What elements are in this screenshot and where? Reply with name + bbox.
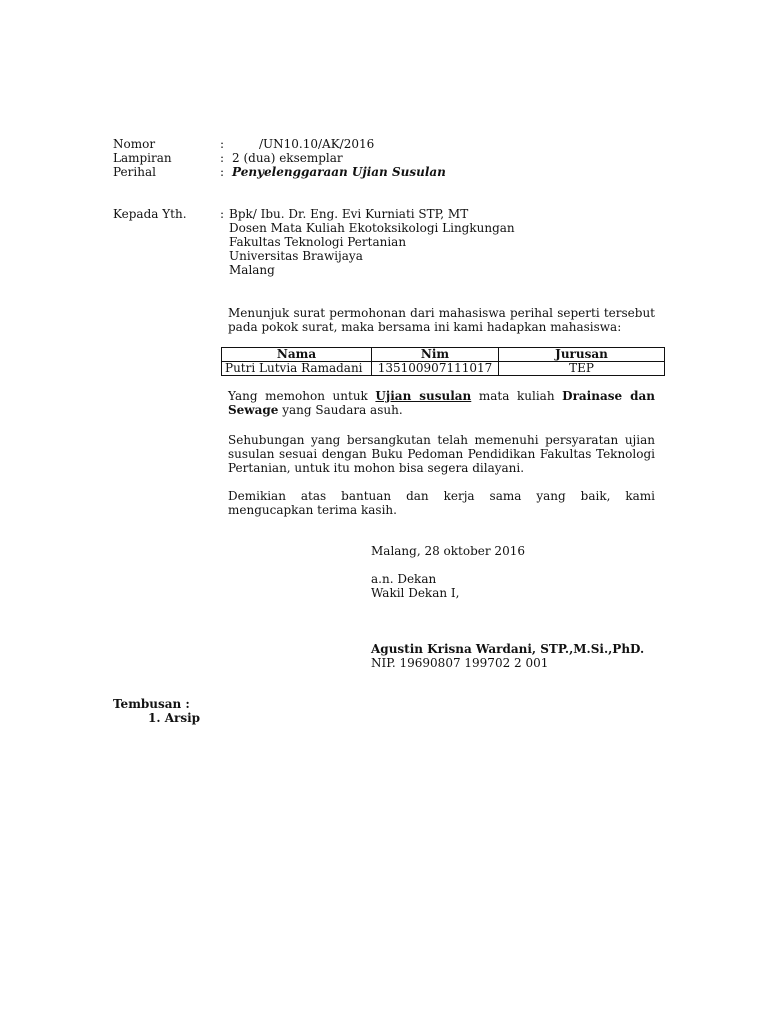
- request-text: mata kuliah: [471, 389, 563, 403]
- signatory-nip: NIP. 19690807 199702 2 001: [371, 656, 549, 670]
- closing-paragraph: Demikian atas bantuan dan kerja sama yang baik, kami mengucapkan terima kasih.: [228, 489, 655, 517]
- nomor-label: Nomor: [113, 137, 156, 151]
- request-text: yang Saudara asuh.: [278, 403, 403, 417]
- course-name: Drainase dan Sewage: [228, 389, 655, 417]
- table-header-nama: Nama: [222, 348, 372, 362]
- recipient-colon: :: [220, 207, 225, 221]
- table-header-nim: Nim: [372, 348, 499, 362]
- on-behalf: a.n. Dekan: [371, 572, 437, 586]
- lampiran-colon: :: [220, 151, 225, 165]
- lampiran-label: Lampiran: [113, 151, 172, 165]
- recipient-line: Universitas Brawijaya: [229, 249, 363, 263]
- recipient-address: [229, 207, 515, 277]
- perihal-label: Perihal: [113, 165, 156, 179]
- nomor-colon: :: [220, 137, 225, 151]
- table-row: [222, 362, 665, 376]
- perihal-value: Penyelenggaraan Ujian Susulan: [232, 165, 446, 179]
- lampiran-value: 2 (dua) eksemplar: [232, 151, 343, 165]
- table-cell-jurusan: TEP: [499, 362, 665, 376]
- table-cell-nama: Putri Lutvia Ramadani: [222, 362, 372, 376]
- recipient-line: Bpk/ Ibu. Dr. Eng. Evi Kurniati STP, MT: [229, 207, 469, 221]
- exam-type: Ujian susulan: [375, 389, 472, 403]
- perihal-colon: :: [220, 165, 225, 179]
- cc-label: Tembusan :: [113, 697, 190, 711]
- recipient-line: Dosen Mata Kuliah Ekotoksikologi Lingkungan: [229, 221, 515, 235]
- recipient-line: Fakultas Teknologi Pertanian: [229, 235, 407, 249]
- recipient-label: Kepada Yth.: [113, 207, 187, 221]
- request-text: Yang memohon untuk: [228, 389, 376, 403]
- request-paragraph: [228, 389, 655, 417]
- signatory-position: Wakil Dekan I,: [371, 586, 460, 600]
- nomor-value: /UN10.10/AK/2016: [259, 137, 375, 151]
- intro-paragraph: Menunjuk surat permohonan dari mahasiswa perihal seperti tersebut pada pokok surat, maka bersama ini kami hadapkan mahasiswa:: [228, 306, 655, 334]
- student-table: [221, 347, 665, 376]
- reason-paragraph: Sehubungan yang bersangkutan telah memenuhi persyaratan ujian susulan sesuai dengan Buku Pedoman Pendidikan Fakultas Teknologi Pertanian, untuk itu mohon bisa segera dilayani.: [228, 433, 655, 475]
- table-cell-nim: 135100907111017: [372, 362, 499, 376]
- place-date: Malang, 28 oktober 2016: [371, 544, 525, 558]
- table-header-jurusan: Jurusan: [499, 348, 665, 362]
- table-header-row: [222, 348, 665, 362]
- cc-item: 1. Arsip: [148, 711, 201, 725]
- recipient-line: Malang: [229, 263, 275, 277]
- signatory-name: Agustin Krisna Wardani, STP.,M.Si.,PhD.: [371, 642, 645, 656]
